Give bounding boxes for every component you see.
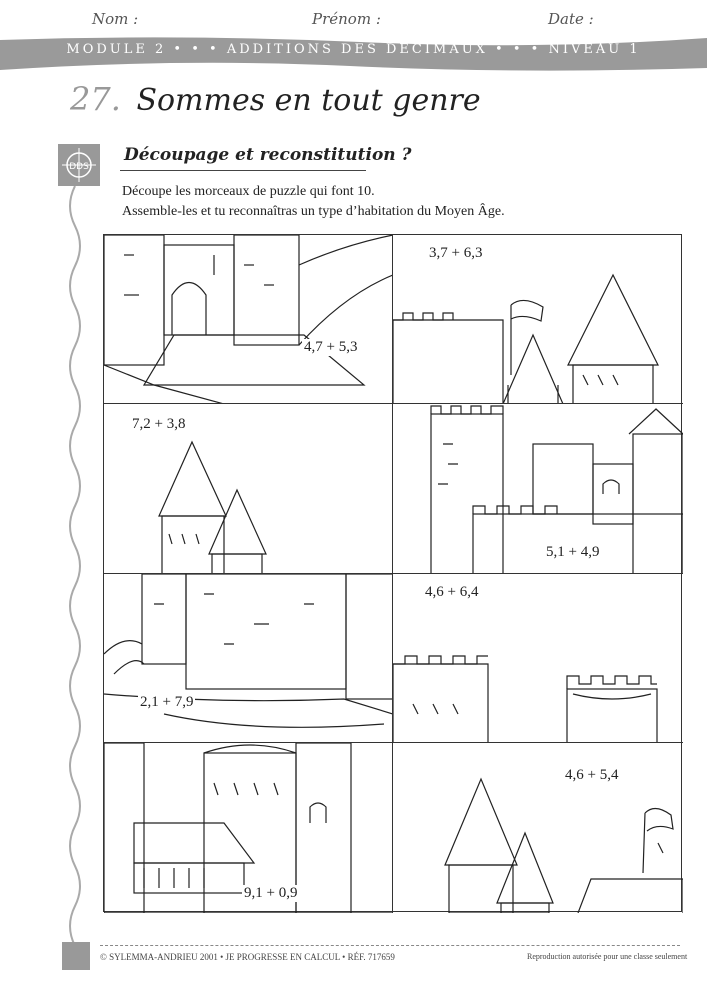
firstname-field-label: Prénom :: [312, 10, 381, 28]
sum-label: 9,1 + 0,9: [244, 885, 298, 901]
sum-label: 4,7 + 5,3: [304, 339, 358, 355]
puzzle-piece[interactable]: [393, 235, 683, 404]
sum-label: 5,1 + 4,9: [546, 544, 600, 560]
reproduction-notice: Reproduction autorisée pour une classe seulement: [527, 952, 688, 961]
module-banner-text: MODULE 2 • • • ADDITIONS DES DÉCIMAUX • • • NIVEAU 1: [66, 42, 641, 57]
castle-gate-drawing: [104, 235, 393, 404]
dds-compass-icon: [58, 144, 100, 186]
footer-divider: [100, 945, 680, 946]
date-field-label: Date :: [548, 10, 594, 28]
puzzle-piece[interactable]: [393, 404, 683, 574]
puzzle-piece[interactable]: [393, 574, 683, 743]
copyright-footer: © SYLEMMA-ANDRIEU 2001 • JE PROGRESSE EN CALCUL • RÉF. 717659: [100, 952, 395, 962]
spires-drawing: [393, 743, 683, 913]
dds-badge-text: DDS: [69, 162, 89, 172]
puzzle-grid: [103, 234, 682, 912]
sum-label: 4,6 + 6,4: [425, 584, 479, 600]
rampart-drawing: [104, 574, 393, 743]
wavy-margin-line: [60, 186, 90, 946]
sum-label: 3,7 + 6,3: [429, 245, 483, 261]
sum-label: 2,1 + 7,9: [140, 694, 194, 710]
puzzle-piece[interactable]: [104, 404, 393, 574]
sum-label: 7,2 + 3,8: [132, 416, 186, 432]
dds-badge: [58, 144, 100, 186]
name-field-label: Nom :: [92, 10, 139, 28]
puzzle-piece[interactable]: [104, 743, 393, 913]
sum-label: 4,6 + 5,4: [565, 767, 619, 783]
exercise-title-text: Sommes en tout genre: [136, 83, 481, 118]
puzzle-piece[interactable]: [104, 574, 393, 743]
corner-marker: [62, 942, 90, 970]
castle-walls-drawing: [393, 404, 683, 574]
puzzle-piece[interactable]: [393, 743, 683, 913]
subtitle-underline: [120, 170, 366, 171]
instruction-line-1: Découpe les morceaux de puzzle qui font 10.: [122, 184, 375, 199]
puzzle-piece[interactable]: [104, 235, 393, 404]
section-subtitle: Découpage et reconstitution ?: [124, 145, 412, 165]
instruction-line-2: Assemble-les et tu reconnaîtras un type d’habitation du Moyen Âge.: [122, 204, 505, 219]
exercise-title: [70, 80, 481, 118]
exercise-number: 27.: [70, 80, 121, 118]
